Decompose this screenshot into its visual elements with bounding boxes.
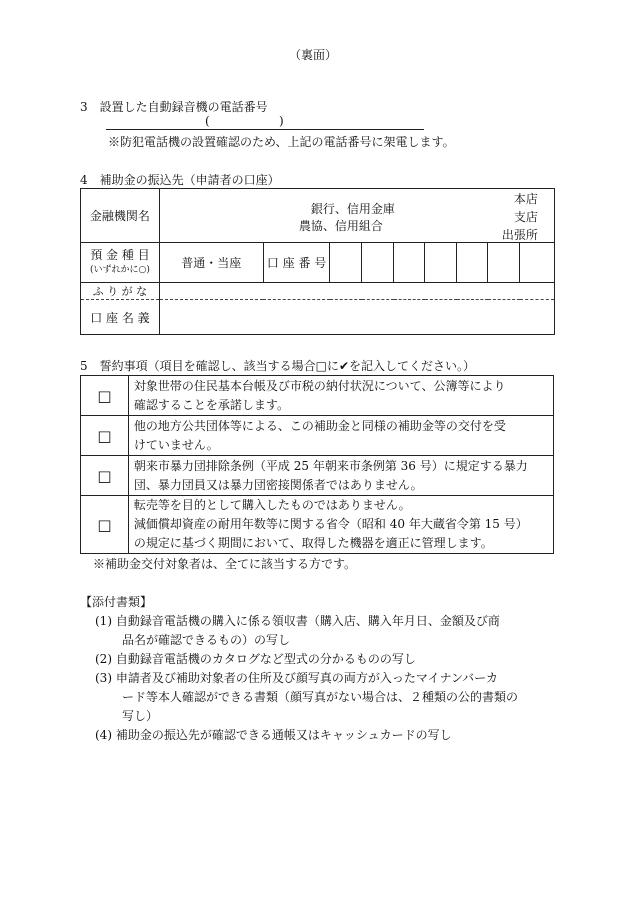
branch-main: 本店 [513,192,538,206]
attachment-line: (1) 自動録音電話機の購入に係る領収書（購入店、購入年月日、金額及び商 [95,614,500,628]
account-holder-label: 口 座 名 義 [81,300,160,335]
pledge-checkbox[interactable]: □ [81,376,129,416]
section-5-heading: 5 誓約事項（項目を確認し、該当する場合□に✔を記入してください。） [80,359,476,373]
pledge-line: 他の地方公共団体等による、この補助金と同様の補助金等の交付を受 [133,418,506,433]
branch-office: 出張所 [501,228,538,242]
pledge-line: 団、暴力団員又は暴力団密接関係者ではありません。 [133,477,423,492]
phone-paren-open: ( [205,114,210,128]
section-3-note: ※防犯電話機の設置確認のため、上記の電話番号に架電します。 [108,135,455,149]
pledge-line: 確認することを承諾します。 [133,397,289,412]
section-4-heading: 4 補助金の振込先（申請者の口座） [80,173,280,187]
pledge-line: 減価償却資産の耐用年数等に関する省令（昭和 40 年大蔵省令第 15 号） [133,517,528,531]
deposit-type-note: (いずれかに○) [89,264,150,275]
account-digit-7[interactable] [520,243,555,283]
deposit-type-label-text: 預 金 種 目 [90,247,150,262]
deposit-type-label [81,243,160,283]
attachment-line: (2) 自動録音電話機のカタログなど型式の分かるものの写し [95,652,416,666]
account-digit-2[interactable] [362,243,394,283]
attachment-line: (4) 補助金の振込先が確認できる通帳又はキャッシュカードの写し [95,728,452,742]
branch-sub: 支店 [513,210,538,224]
page-title: （裏面） [289,48,338,62]
deposit-types[interactable]: 普通・当座 [159,243,263,283]
account-digit-1[interactable] [330,243,362,283]
pledge-checkbox[interactable]: □ [81,456,129,496]
pledge-checkbox[interactable]: □ [81,496,129,554]
phone-number-line [106,129,424,130]
phone-paren-close: ) [279,114,284,128]
pledge-line: 対象世帯の住民基本台帳及び市税の納付状況について、公簿等により [133,378,506,393]
bank-type-line1: 銀行、信用金庫 [310,202,395,216]
attachment-line: ード等本人確認ができる書類（顔写真がない場合は、２種類の公的書類の [122,690,519,704]
pledge-text [128,376,553,416]
attachment-item [95,650,416,669]
attachment-line: (3) 申請者及び補助対象者の住所及び顔写真の両方が入ったマイナンバーカ [95,671,498,685]
pledge-line: けていません。 [133,437,219,452]
account-number-label: 口 座 番 号 [263,243,330,283]
pledge-line: 朝来市暴力団排除条例（平成 25 年朝来市条例第 36 号）に規定する暴力 [133,458,528,473]
bank-name-label: 金融機関名 [81,189,160,243]
account-digit-4[interactable] [425,243,457,283]
pledge-line: の規定に基づく期間において、取得した機器を適正に管理します。 [133,536,493,550]
bank-type-line2: 農協、信用組合 [298,219,383,233]
attachment-item [95,612,500,650]
pledge-text [128,416,553,456]
pledge-text [128,496,553,554]
bank-name-cell[interactable] [159,189,554,243]
pledge-checkbox[interactable]: □ [81,416,129,456]
pledge-text [128,456,553,496]
account-digit-5[interactable] [457,243,488,283]
attachment-line: 写し） [122,709,159,723]
account-digit-3[interactable] [394,243,425,283]
attachment-line: 品名が確認できるもの）の写し [122,633,291,647]
attachment-item [95,726,452,745]
bank-account-table [80,188,555,335]
pledge-table [80,375,554,554]
attachments-heading: 【添付書類】 [80,595,153,609]
pledge-line: 転売等を目的として購入したものではありません。 [133,498,411,512]
account-holder-field[interactable] [159,300,554,335]
account-digit-6[interactable] [488,243,520,283]
furigana-field[interactable] [159,283,554,300]
attachment-item [95,669,518,726]
furigana-label: ふ り が な [81,283,160,300]
section-5-note: ※補助金交付対象者は、全てに該当する方です。 [93,557,357,571]
section-3-heading: 3 設置した自動録音機の電話番号 [80,100,268,114]
